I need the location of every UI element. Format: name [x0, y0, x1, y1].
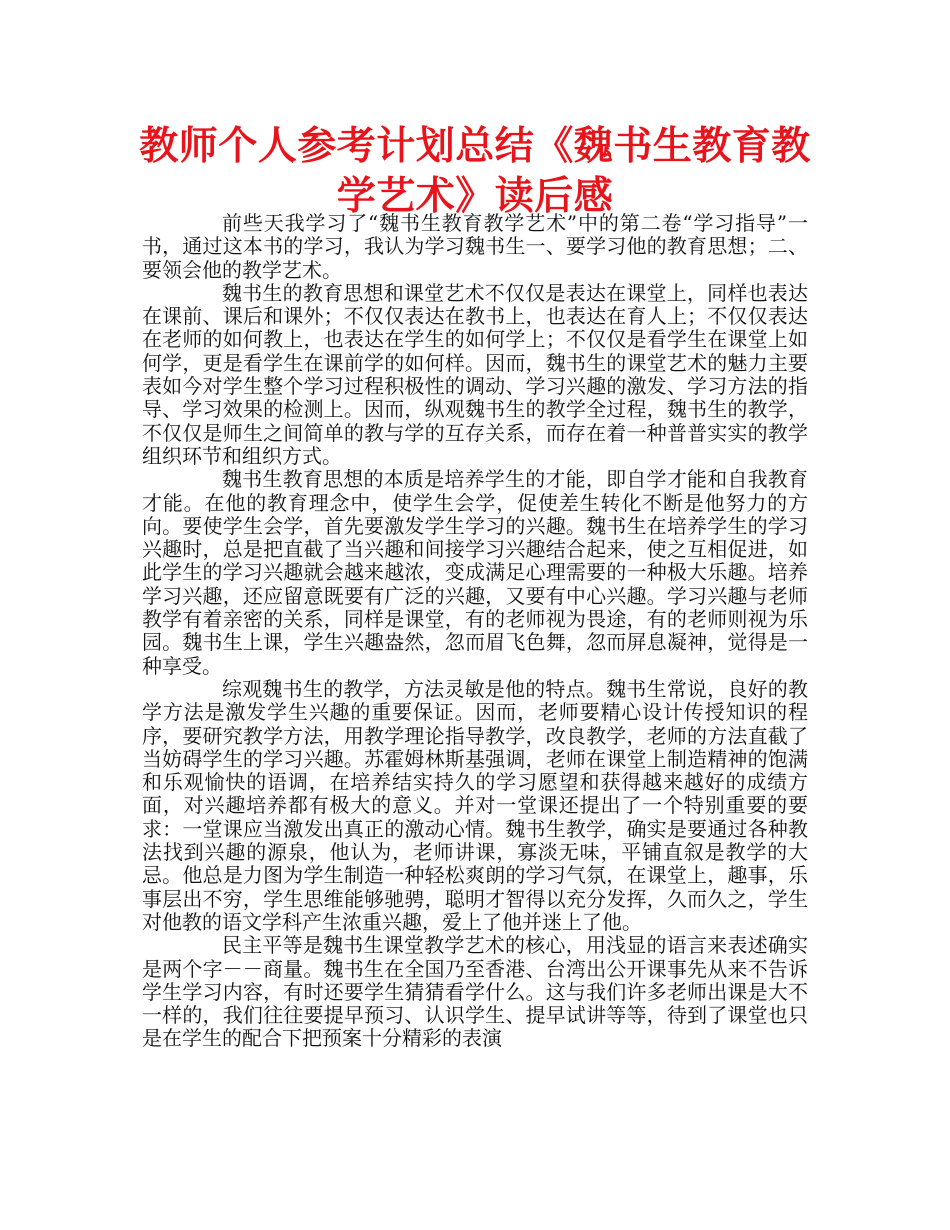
document-title: 教师个人参考计划总结《魏书生教育教学艺术》读后感	[139, 124, 811, 219]
paragraph-2: 魏书生的教育思想和课堂艺术不仅仅是表达在课堂上，同样也表达在课前、课后和课外；不仅仅表达在教书上，也表达在育人上；不仅仅表达在老师的如何教上，也表达在学生的如何学上；不仅仅是看学生在课堂上如何学，更是看学生在课前学的如何样。因而，魏书生的课堂艺术的魅力主要表如今对学生整个学习过程积极性的调动、学习兴趣的激发、学习方法的指导、学习效果的检测上。因而，纵观魏书生的教学全过程，魏书生的教学，不仅仅是师生之间简单的教与学的互存关系，而存在着一种普普实实的教学组织环节和组织方式。	[142, 280, 808, 468]
paragraph-5: 民主平等是魏书生课堂教学艺术的核心，用浅显的语言来表述确实是两个字－－商量。魏书生在全国乃至香港、台湾出公开课事先从来不告诉学生学习内容，有时还要学生猜猜看学什么。这与我们许多老师出课是大不一样的，我们往往要提早预习、认识学生、提早试讲等等，待到了课堂也只是在学生的配合下把预案十分精彩的表演	[142, 933, 808, 1051]
paragraph-4: 综观魏书生的教学，方法灵敏是他的特点。魏书生常说，良好的教学方法是激发学生兴趣的重要保证。因而，老师要精心设计传授知识的程序，要研究教学方法，用教学理论指导教学，改良教学，老师的方法直截了当妨碍学生的学习兴趣。苏霍姆林斯基强调，老师在课堂上制造精神的饱满和乐观愉快的语调，在培养结实持久的学习愿望和获得越来越好的成绩方面，对兴趣培养都有极大的意义。并对一堂课还提出了一个特别重要的要求：一堂课应当激发出真正的激动心情。魏书生教学，确实是要通过各种教法找到兴趣的源泉，他认为，老师讲课，寡淡无味，平铺直叙是教学的大忌。他总是力图为学生制造一种轻松爽朗的学习气氛，在课堂上，趣事，乐事层出不穷，学生思维能够驰骋，聪明才智得以充分发挥，久而久之，学生对他教的语文学科产生浓重兴趣，爱上了他并迷上了他。	[142, 676, 808, 934]
document-body	[142, 212, 808, 1051]
paragraph-3: 魏书生教育思想的本质是培养学生的才能，即自学才能和自我教育才能。在他的教育理念中，使学生会学，促使差生转化不断是他努力的方向。要使学生会学，首先要激发学生学习的兴趣。魏书生在培养学生的学习兴趣时，总是把直截了当兴趣和间接学习兴趣结合起来，使之互相促进，如此学生的学习兴趣就会越来越浓，变成满足心理需要的一种极大乐趣。培养学习兴趣，还应留意既要有广泛的兴趣，又要有中心兴趣。学习兴趣与老师教学有着亲密的关系，同样是课堂，有的老师视为畏途，有的老师则视为乐园。魏书生上课，学生兴趣盎然，忽而眉飞色舞，忽而屏息凝神，觉得是一种享受。	[142, 467, 808, 678]
paragraph-1: 前些天我学习了“魏书生教育教学艺术”中的第二卷“学习指导”一书，通过这本书的学习，我认为学习魏书生一、要学习他的教育思想；二、要领会他的教学艺术。	[142, 211, 808, 282]
